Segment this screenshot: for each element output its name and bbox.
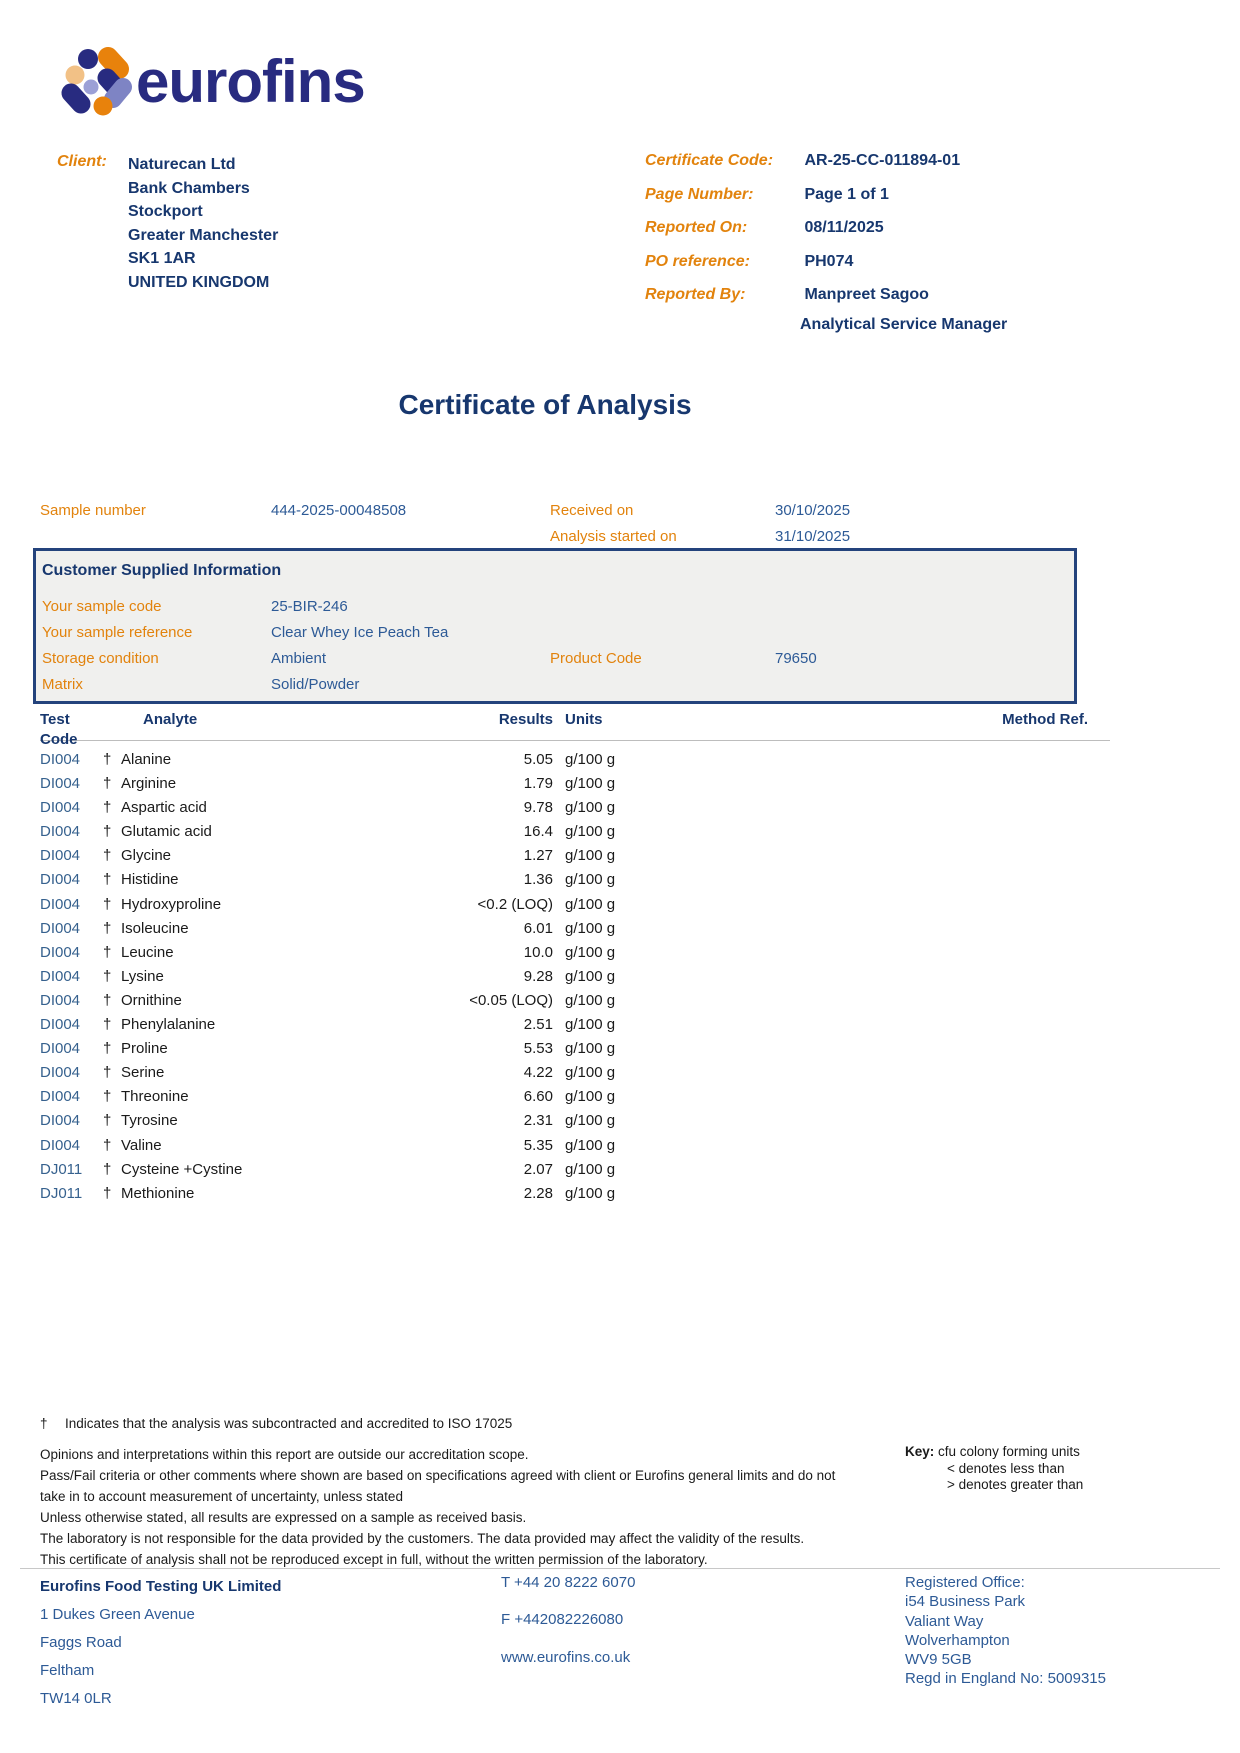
cell-test-code: DI004 <box>40 1064 81 1082</box>
client-address <box>128 153 278 294</box>
footer-contact-block <box>501 1573 635 1668</box>
dagger-symbol: † <box>103 919 112 937</box>
meta-label: Reported By: <box>645 286 746 303</box>
cell-result: 1.79 <box>523 775 553 793</box>
cell-test-code: DI004 <box>40 823 81 841</box>
cell-method-ref <box>665 796 1110 820</box>
dagger-symbol: † <box>103 967 112 985</box>
dagger-symbol: † <box>103 1016 112 1034</box>
cell-method-ref <box>665 1013 1110 1037</box>
meta-row <box>645 150 1007 171</box>
customer-info-value2 <box>775 620 1074 646</box>
reported-by-title: Analytical Service Manager <box>800 315 1008 333</box>
meta-value: AR-25-CC-011894-01 <box>804 152 961 169</box>
footer-company-block <box>40 1573 281 1713</box>
dagger-symbol: † <box>103 847 112 865</box>
disclaimer-line: This certificate of analysis shall not be reproduced except in full, without the written permission of the laboratory. <box>40 1552 708 1567</box>
footer-address-line: Faggs Road <box>40 1634 122 1651</box>
col-header-analyte: Analyte <box>143 711 198 728</box>
dagger-symbol: † <box>103 895 112 913</box>
cell-result: 2.51 <box>523 1016 553 1034</box>
cell-unit: g/100 g <box>565 1064 616 1082</box>
table-row <box>40 1109 1110 1133</box>
client-address-line: Stockport <box>128 203 203 220</box>
cell-test-code: DI004 <box>40 799 81 817</box>
cell-method-ref <box>665 941 1110 965</box>
cell-test-code: DI004 <box>40 895 81 913</box>
client-label: Client: <box>57 153 107 170</box>
meta-value: Page 1 of 1 <box>804 185 889 203</box>
cell-unit: g/100 g <box>565 1016 616 1034</box>
table-row <box>40 965 1110 989</box>
cell-unit: g/100 g <box>565 871 616 889</box>
meta-label: PO reference: <box>645 252 750 270</box>
cell-method-ref <box>665 844 1110 868</box>
cell-analyte: Glutamic acid <box>121 823 212 841</box>
cell-unit: g/100 g <box>565 751 616 768</box>
cell-analyte: Valine <box>121 1136 162 1154</box>
footer-registered-line: Wolverhampton <box>905 1631 1010 1649</box>
cell-analyte: Lysine <box>121 967 164 985</box>
cell-unit: g/100 g <box>565 1088 616 1106</box>
disclaimer-line: Pass/Fail criteria or other comments where shown are based on specifications agreed with client or Eurofins general limits and do not <box>40 1468 836 1483</box>
cell-unit: g/100 g <box>565 823 616 841</box>
meta-label: Certificate Code: <box>645 152 774 169</box>
cell-method-ref <box>665 989 1110 1013</box>
cell-method-ref <box>665 917 1110 941</box>
eurofins-logo-dots <box>66 49 124 116</box>
disclaimer-line: Opinions and interpretations within this report are outside our accreditation scope. <box>40 1447 529 1462</box>
meta-label: Reported On: <box>645 219 748 236</box>
dagger-symbol: † <box>103 1088 112 1106</box>
cell-method-ref <box>665 1037 1110 1061</box>
table-row <box>40 1085 1110 1109</box>
sample-section <box>40 498 850 550</box>
customer-info-label: Storage condition <box>42 650 159 667</box>
cell-test-code: DJ011 <box>40 1160 83 1178</box>
customer-info-value2: 79650 <box>775 650 817 667</box>
footer-registered-line: i54 Business Park <box>905 1593 1026 1611</box>
spacer <box>271 524 550 550</box>
meta-value: 08/11/2025 <box>804 219 884 236</box>
cell-result: 6.01 <box>523 919 553 937</box>
customer-info-label2 <box>550 620 775 646</box>
analysis-started-value: 31/10/2025 <box>775 528 851 545</box>
cell-analyte: Cysteine +Cystine <box>121 1160 243 1178</box>
cell-analyte: Methionine <box>121 1184 195 1202</box>
cell-unit: g/100 g <box>565 799 616 817</box>
customer-info-value2 <box>775 594 1074 620</box>
cell-test-code: DI004 <box>40 775 81 793</box>
cell-analyte: Leucine <box>121 943 174 961</box>
cell-analyte: Alanine <box>121 751 172 768</box>
client-block <box>57 153 278 294</box>
sample-number-value: 444-2025-00048508 <box>271 502 407 519</box>
table-row <box>40 1134 1110 1158</box>
dagger-symbol: † <box>103 823 112 841</box>
disclaimer-line: take in to account measurement of uncertainty, unless stated <box>40 1489 403 1504</box>
customer-info-label: Your sample reference <box>42 624 193 641</box>
cell-analyte: Histidine <box>121 871 179 889</box>
meta-row <box>645 184 1007 205</box>
meta-row <box>645 251 1007 272</box>
cell-result: 10.0 <box>523 943 553 961</box>
customer-info-row <box>42 594 1074 620</box>
received-on-value: 30/10/2025 <box>775 502 851 519</box>
col-header-test-code: Test Code <box>40 711 78 748</box>
cell-unit: g/100 g <box>565 943 616 961</box>
cell-result: 16.4 <box>523 823 553 841</box>
analysis-started-label: Analysis started on <box>550 528 677 545</box>
table-row <box>40 941 1110 965</box>
meta-value: PH074 <box>804 252 854 270</box>
cell-analyte: Hydroxyproline <box>121 895 222 913</box>
key-legend <box>905 1444 1083 1494</box>
customer-info-box <box>33 548 1077 704</box>
footer-address-line: Feltham <box>40 1662 95 1679</box>
cell-test-code: DJ011 <box>40 1184 83 1202</box>
cell-unit: g/100 g <box>565 1160 616 1178</box>
results-table-header <box>40 710 1110 748</box>
key-line-2: < denotes less than <box>947 1460 1065 1476</box>
cell-method-ref <box>665 1109 1110 1133</box>
dagger-footnote-symbol: † <box>40 1416 48 1431</box>
meta-label: Page Number: <box>645 185 754 203</box>
dagger-symbol: † <box>103 1184 112 1202</box>
customer-info-row <box>42 620 1074 646</box>
cell-result: 9.78 <box>523 799 553 817</box>
cell-result: 1.36 <box>523 871 553 889</box>
customer-info-row <box>42 672 1074 698</box>
cell-unit: g/100 g <box>565 919 616 937</box>
customer-info-value2 <box>775 672 1074 698</box>
table-row <box>40 1158 1110 1182</box>
table-row <box>40 844 1110 868</box>
cell-method-ref <box>665 1085 1110 1109</box>
customer-info-label: Matrix <box>42 676 83 693</box>
cell-method-ref <box>665 1134 1110 1158</box>
cell-result: 9.28 <box>523 967 553 985</box>
cell-result: 5.35 <box>523 1136 553 1154</box>
customer-info-label: Your sample code <box>42 598 162 615</box>
cell-result: 5.05 <box>523 751 553 768</box>
cell-test-code: DI004 <box>40 871 81 889</box>
meta-row <box>645 217 1007 238</box>
cell-test-code: DI004 <box>40 751 81 768</box>
cell-result: 2.31 <box>523 1112 553 1130</box>
disclaimer-line: The laboratory is not responsible for the data provided by the customers. The data provided may affect the validity of the results. <box>40 1531 805 1546</box>
footer-registered-line: WV9 5GB <box>905 1651 972 1669</box>
cell-test-code: DI004 <box>40 1088 81 1106</box>
dagger-symbol: † <box>103 1112 112 1130</box>
key-line-3: > denotes greater than <box>947 1477 1084 1492</box>
dagger-symbol: † <box>103 871 112 889</box>
cell-result: <0.2 (LOQ) <box>477 895 553 913</box>
cell-method-ref <box>665 965 1110 989</box>
cell-test-code: DI004 <box>40 1112 81 1130</box>
certificate-meta <box>645 150 1007 335</box>
cell-method-ref <box>665 748 1110 772</box>
table-row <box>40 748 1110 772</box>
cell-unit: g/100 g <box>565 991 616 1009</box>
footer-address-line: 1 Dukes Green Avenue <box>40 1606 195 1623</box>
table-row <box>40 868 1110 892</box>
footer-registered-line: Valiant Way <box>905 1612 984 1630</box>
dagger-symbol: † <box>103 1040 112 1058</box>
cell-method-ref <box>665 820 1110 844</box>
customer-info-value: Solid/Powder <box>271 676 360 693</box>
dagger-symbol: † <box>103 991 112 1009</box>
cell-method-ref <box>665 1182 1110 1206</box>
cell-analyte: Proline <box>121 1040 168 1058</box>
table-row <box>40 893 1110 917</box>
table-row <box>40 772 1110 796</box>
dagger-symbol: † <box>103 751 112 768</box>
table-row <box>40 1061 1110 1085</box>
dagger-symbol: † <box>103 1136 112 1154</box>
cell-test-code: DI004 <box>40 943 81 961</box>
footer-registered-line: Regd in England No: 5009315 <box>905 1670 1106 1688</box>
certificate-meta-rows <box>645 150 1007 305</box>
cell-result: 6.60 <box>523 1088 553 1106</box>
disclaimer-line: Unless otherwise stated, all results are expressed on a sample as received basis. <box>40 1510 527 1525</box>
col-header-units: Units <box>565 711 603 728</box>
footer-phone: T +44 20 8222 6070 <box>501 1574 636 1591</box>
received-on-label: Received on <box>550 502 634 519</box>
dagger-symbol: † <box>103 799 112 817</box>
customer-info-title: Customer Supplied Information <box>42 562 282 579</box>
cell-unit: g/100 g <box>565 847 616 865</box>
table-row <box>40 1182 1110 1206</box>
table-row <box>40 917 1110 941</box>
spacer <box>40 524 271 550</box>
footer-divider <box>20 1568 1220 1569</box>
cell-unit: g/100 g <box>565 1136 616 1154</box>
sample-number-label: Sample number <box>40 502 146 519</box>
dagger-footnote-text: Indicates that the analysis was subcontracted and accredited to ISO 17025 <box>65 1416 513 1431</box>
cell-method-ref <box>665 893 1110 917</box>
customer-info-rows <box>42 594 1074 698</box>
customer-info-label2: Product Code <box>550 650 642 667</box>
cell-method-ref <box>665 1061 1110 1085</box>
cell-test-code: DI004 <box>40 919 81 937</box>
spacer <box>103 710 121 750</box>
cell-test-code: DI004 <box>40 967 81 985</box>
footer-registered-line: Registered Office: <box>905 1574 1025 1591</box>
dagger-footnote <box>40 1416 512 1431</box>
cell-analyte: Glycine <box>121 847 172 865</box>
key-line-1 <box>905 1444 1083 1461</box>
cell-method-ref <box>665 772 1110 796</box>
cell-unit: g/100 g <box>565 967 616 985</box>
dagger-symbol: † <box>103 1064 112 1082</box>
dagger-symbol: † <box>103 775 112 793</box>
key-label: Key: <box>905 1444 935 1459</box>
eurofins-logo <box>56 38 376 122</box>
cell-unit: g/100 g <box>565 1040 616 1058</box>
results-table-body <box>40 748 1110 1206</box>
footer-address <box>40 1601 281 1713</box>
cell-analyte: Isoleucine <box>121 919 189 937</box>
cell-analyte: Phenylalanine <box>121 1016 216 1034</box>
col-header-results: Results <box>498 711 553 728</box>
client-address-line: Bank Chambers <box>128 179 250 197</box>
cell-unit: g/100 g <box>565 895 616 913</box>
table-row <box>40 820 1110 844</box>
cell-result: 1.27 <box>523 847 553 865</box>
cell-result: 4.22 <box>523 1064 553 1082</box>
table-row <box>40 1013 1110 1037</box>
table-row <box>40 796 1110 820</box>
cell-result: 5.53 <box>523 1040 553 1058</box>
results-table <box>40 710 1110 1206</box>
cell-result: 2.07 <box>523 1160 553 1178</box>
cell-test-code: DI004 <box>40 1136 81 1154</box>
col-header-method-ref: Method Ref. <box>1002 711 1088 728</box>
customer-info-label2 <box>550 594 775 620</box>
cell-result: 2.28 <box>523 1184 553 1202</box>
cell-analyte: Ornithine <box>121 991 182 1009</box>
client-address-line: UNITED KINGDOM <box>128 273 270 291</box>
cell-analyte: Serine <box>121 1064 165 1082</box>
cell-analyte: Tyrosine <box>121 1112 178 1130</box>
meta-value: Manpreet Sagoo <box>804 286 929 303</box>
customer-info-value: Ambient <box>271 650 327 667</box>
client-address-line: Greater Manchester <box>128 226 279 244</box>
key-cfu-text: cfu colony forming units <box>938 1444 1080 1459</box>
customer-info-value: Clear Whey Ice Peach Tea <box>271 624 449 641</box>
disclaimer-paragraph <box>40 1444 920 1570</box>
cell-test-code: DI004 <box>40 1040 81 1058</box>
cell-unit: g/100 g <box>565 1112 616 1130</box>
footer-company-name: Eurofins Food Testing UK Limited <box>40 1578 282 1595</box>
client-address-line: Naturecan Ltd <box>128 156 236 173</box>
cell-test-code: DI004 <box>40 1016 81 1034</box>
cell-test-code: DI004 <box>40 991 81 1009</box>
cell-method-ref <box>665 1158 1110 1182</box>
cell-analyte: Aspartic acid <box>121 799 207 817</box>
dagger-symbol: † <box>103 943 112 961</box>
cell-method-ref <box>665 868 1110 892</box>
cell-result: <0.05 (LOQ) <box>469 991 553 1009</box>
cell-analyte: Threonine <box>121 1088 189 1106</box>
footer-fax: F +442082226080 <box>501 1611 624 1628</box>
table-row <box>40 1037 1110 1061</box>
footer-registered-block <box>905 1573 1106 1689</box>
footer-address-line: TW14 0LR <box>40 1690 112 1707</box>
cell-analyte: Arginine <box>121 775 177 793</box>
footer-website-link[interactable]: www.eurofins.co.uk <box>501 1649 631 1666</box>
cell-unit: g/100 g <box>565 775 616 793</box>
customer-info-label2 <box>550 672 775 698</box>
cell-unit: g/100 g <box>565 1184 616 1202</box>
cell-test-code: DI004 <box>40 847 81 865</box>
customer-info-value: 25-BIR-246 <box>271 598 348 615</box>
meta-row <box>645 284 1007 305</box>
eurofins-logo-text: eurofins <box>136 48 365 115</box>
dagger-symbol: † <box>103 1160 112 1178</box>
table-row <box>40 989 1110 1013</box>
page-title: Certificate of Analysis <box>398 389 692 420</box>
client-address-line: SK1 1AR <box>128 250 196 267</box>
customer-info-row <box>42 646 1074 672</box>
